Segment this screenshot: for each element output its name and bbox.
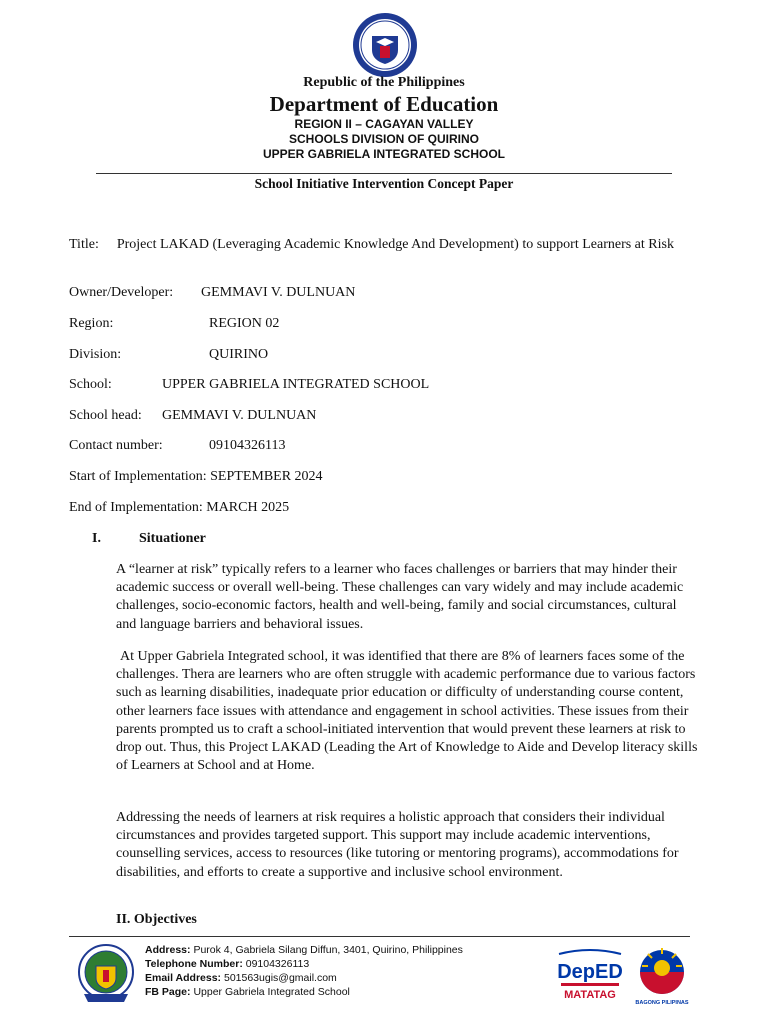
section-number: I. <box>92 531 101 546</box>
footer-address-value: Purok 4, Gabriela Silang Diffun, 3401, Quirino, Philippines <box>193 944 463 956</box>
school-value: UPPER GABRIELA INTEGRATED SCHOOL <box>162 377 430 392</box>
school-label: School: <box>69 377 112 392</box>
title-value: Project LAKAD (Leveraging Academic Knowledge And Development) to support Learners at Risk <box>116 237 674 252</box>
owner-value: GEMMAVI V. DULNUAN <box>201 285 356 300</box>
footer-email-value: 501563ugis@gmail.com <box>223 972 337 984</box>
region-label: Region: <box>69 316 114 331</box>
bagong-pilipinas-logo-icon <box>632 944 692 1008</box>
title-field <box>69 236 709 254</box>
school-head-label: School head: <box>69 408 142 423</box>
footer-address-label: Address: <box>145 944 191 956</box>
end-implementation <box>69 500 289 516</box>
owner-label: Owner/Developer: <box>69 285 174 300</box>
footer-fb-value: Upper Gabriela Integrated School <box>193 986 350 998</box>
division-value: QUIRINO <box>209 347 269 362</box>
footer-fb-label: FB Page: <box>145 986 191 998</box>
matatag-text: MATATAG <box>564 989 616 1001</box>
header-divider <box>96 173 672 174</box>
paragraph: At Upper Gabriela Integrated school, it was identified that there are 8% of learners faces some of the challenges. Thera are learners who are often struggle with academic performance due to various factors such as learning disabilities, inadequate prior education or difficulty of understanding course content, other learners face issues with attendance and engagement in school activities. These issues from their parents prompted us to craft a school-initiated intervention that would prevent these learners at risk to drop out. Thus, this Project LAKAD (Leading the Art of Knowledge to Aide and Develop literacy skills of Learners at School and at Home. <box>116 649 698 774</box>
footer-email <box>145 971 337 985</box>
school-logo-icon <box>78 944 134 1004</box>
document-type: School Initiative Intervention Concept Paper <box>254 176 514 191</box>
start-implementation <box>69 469 323 485</box>
header-republic: Republic of the Philippines <box>303 75 465 90</box>
contact-label: Contact number: <box>69 438 163 453</box>
header-school: UPPER GABRIELA INTEGRATED SCHOOL <box>262 147 505 161</box>
paragraph: Addressing the needs of learners at risk requires a holistic approach that considers their individual circumstances and provides targeted support. This support may include academic interventions, counselling services, access to resources (like tutoring or mentoring programs), accommodations for disabilities, and efforts to create a supportive and inclusive school environment. <box>116 810 679 880</box>
footer-address <box>145 943 463 957</box>
division-label: Division: <box>69 347 122 362</box>
deped-matatag-logo-icon <box>555 948 625 1004</box>
start-value: SEPTEMBER 2024 <box>210 469 323 484</box>
footer-phone <box>145 957 309 971</box>
section-title: Situationer <box>139 531 206 546</box>
section-title: II. Objectives <box>116 912 197 927</box>
title-label: Title: <box>69 237 99 252</box>
school-head-value: GEMMAVI V. DULNUAN <box>162 408 317 423</box>
contact-value: 09104326113 <box>209 438 286 453</box>
bagong-pilipinas-text: BAGONG PILIPINAS <box>635 1000 689 1006</box>
paragraph: A “learner at risk” typically refers to a learner who faces challenges or barriers that may hinder their academic success or overall well-being. These challenges can vary widely and may include academic challenges, socio-economic factors, health and well-being, family and social circumstances, cultural and language barriers and behavioral issues. <box>116 562 684 632</box>
header-department: Department of Education <box>269 92 499 116</box>
footer-phone-value: 09104326113 <box>245 958 310 970</box>
end-label: End of Implementation: <box>69 500 203 515</box>
footer-fb <box>145 985 350 999</box>
header-division: SCHOOLS DIVISION OF QUIRINO <box>288 132 479 146</box>
footer-phone-label: Telephone Number: <box>145 958 243 970</box>
end-value: MARCH 2025 <box>206 500 290 515</box>
footer-email-label: Email Address: <box>145 972 222 984</box>
deped-seal-icon <box>352 12 418 78</box>
header-region: REGION II – CAGAYAN VALLEY <box>294 117 474 131</box>
region-value: REGION 02 <box>209 316 280 331</box>
deped-logo-text: DepED <box>557 961 623 983</box>
start-label: Start of Implementation: <box>69 469 207 484</box>
footer-divider <box>69 936 690 937</box>
